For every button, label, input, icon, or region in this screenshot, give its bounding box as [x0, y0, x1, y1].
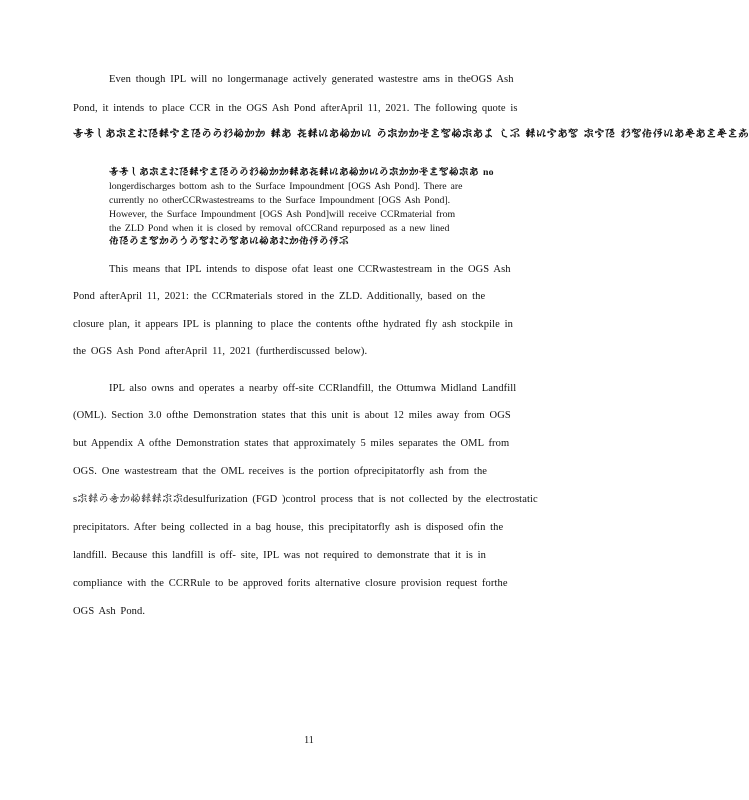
paragraph-3-line-9: OGS Ash Pond.: [73, 606, 146, 617]
paragraph-3-line-2: (OML). Section 3.0 ofthe Demonstration states that this unit is about 12 miles away from OGS: [73, 410, 511, 421]
paragraph-3-line-7: landfill. Because this landfill is off- site, IPL was not required to demonstrate that it is in: [73, 550, 487, 561]
quote-line-4: However, the Surface Impoundment [OGS Ash Pond]will receive CCRmaterial from: [109, 209, 456, 220]
paragraph-1-line-1: Even though IPL will no longermanage actively generated wastestre ams in theOGS Ash: [109, 74, 514, 85]
paragraph-3-line-4: OGS. One wastestream that the OML receives is the portion ofprecipitatorfly ash from the: [73, 466, 488, 477]
paragraph-3-line-3: but Appendix A ofthe Demonstration states that approximately 5 miles separates the OML from: [73, 438, 510, 449]
paragraph-3-line-8: compliance with the CCRRule to be approved forits alternative closure provision request forthe: [73, 578, 508, 589]
paragraph-1-line-3: 𛁋𛁎𛁅𛀂𛀢𛀈𛀕𛀖𛀤𛀋𛀈𛀖𛀙𛀙𛀨𛀉𛀘𛀘 𛀤𛀂 𛀣𛀤𛀆𛀂𛀉𛀘𛀆 𛀙𛀢𛀘𛀘𛀩𛀈𛀡𛀉𛀢𛀂𛀦 𛀒𛀟 𛀤𛀆𛀋𛀂𛀡 𛀢𛀋𛀖 𛀨𛀡𛀗𛀇𛀆𛀂𛀏𛀂𛀈𛀏𛀈𛀛: [73, 129, 749, 140]
paragraph-2-line-2: Pond afterApril 11, 2021: the CCRmaterials stored in the ZLD. Additionally, based on the: [73, 291, 486, 302]
paragraph-2-line-4: the OGS Ash Pond afterApril 11, 2021 (furtherdiscussed below).: [73, 346, 368, 357]
paragraph-3-line-1: IPL also owns and operates a nearby off-site CCRlandfill, the Ottumwa Midland Landfill: [109, 383, 517, 394]
quote-line-6: 𛀗𛀖𛀙𛀈𛀡𛀘𛀙𛀚𛀙𛀡𛀕𛀙𛀡𛀂𛀆𛀉𛀂𛀕𛀘𛀗𛀇𛀙𛀇𛀟: [109, 236, 349, 247]
quote-line-3: currently no otherCCRwastestreams to the Surface Impoundment [OGS Ash Pond].: [109, 195, 451, 206]
page-number: 11: [304, 735, 314, 746]
paragraph-3-line-5: s𛀢𛀤𛀙𛀠𛀘𛀉𛀤𛀤𛀢𛀢desulfurization (FGD )control process that is not collected by the electrostatic: [73, 494, 538, 505]
paragraph-2-line-3: closure plan, it appears IPL is planning to place the contents ofthe hydrated fly ash stockpile in: [73, 319, 514, 330]
quote-line-1: 𛁋𛁎𛁅𛀂𛀢𛀈𛀕𛀖𛀤𛀋𛀈𛀖𛀙𛀙𛀨𛀉𛀘𛀘𛀤𛀂𛀣𛀤𛀆𛀂𛀉𛀘𛀆𛀙𛀢𛀘𛀘𛀩𛀈𛀡𛀉𛀢𛀂 no: [109, 167, 494, 178]
quote-line-2: longerdischarges bottom ash to the Surface Impoundment [OGS Ash Pond]. There are: [109, 181, 463, 192]
paragraph-2-line-1: This means that IPL intends to dispose ofat least one CCRwastestream in the OGS Ash: [109, 264, 511, 275]
paragraph-3-line-6: precipitators. After being collected in a bag house, this precipitatorfly ash is disposed ofin the: [73, 522, 504, 533]
quote-line-5: the ZLD Pond when it is closed by removal ofCCRand repurposed as a new lined: [109, 223, 450, 234]
paragraph-1-line-2: Pond, it intends to place CCR in the OGS Ash Pond afterApril 11, 2021. The following quote is: [73, 103, 518, 114]
